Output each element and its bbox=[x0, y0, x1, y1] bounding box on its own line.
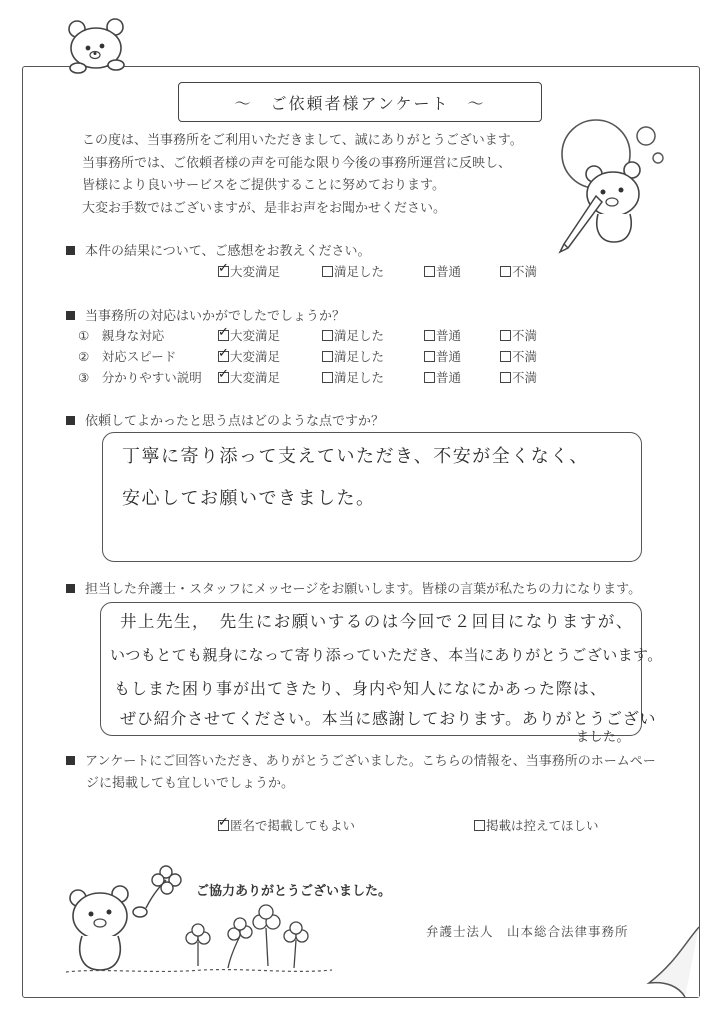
q1-option-satisfied[interactable] bbox=[322, 262, 384, 280]
q2-row-2-very-satisfied[interactable] bbox=[218, 347, 280, 365]
option-label: 掲載は控えてほしい bbox=[486, 818, 599, 833]
q2-row-2-satisfied[interactable] bbox=[322, 347, 384, 365]
answer-4-line-4: ぜひ紹介させてください。本当に感謝しております。ありがとうござい bbox=[120, 709, 657, 728]
option-label: 普通 bbox=[436, 349, 462, 364]
checkbox-checked[interactable] bbox=[218, 261, 229, 277]
check-mark-icon: ✓ bbox=[218, 367, 229, 382]
question-5-text-line-2: ジに掲載しても宜しいでしょうか。 bbox=[86, 776, 295, 791]
option-label: 満足した bbox=[334, 328, 385, 343]
law-firm-name: 弁護士法人 山本総合法律事務所 bbox=[426, 924, 629, 939]
q2-row-1-label bbox=[78, 326, 164, 344]
option-label: 不満 bbox=[512, 264, 538, 279]
intro-line: 大変お手数ではございますが、是非お声をお聞かせください。 bbox=[82, 200, 447, 216]
option-label: 不満 bbox=[512, 370, 538, 385]
intro-line: この度は、当事務所をご利用いただきまして、誠にありがとうございます。 bbox=[82, 133, 523, 148]
option-label: 普通 bbox=[436, 328, 462, 343]
checkbox[interactable] bbox=[500, 351, 511, 362]
survey-title: ～ ご依頼者様アンケート ～ bbox=[178, 82, 542, 122]
q2-row-1-satisfied[interactable] bbox=[322, 326, 384, 344]
question-5-text-line-1: アンケートにご回答いただき、ありがとうございました。こちらの情報を、当事務所のホームペー bbox=[85, 754, 656, 769]
check-mark-icon: ✓ bbox=[218, 325, 229, 340]
thank-you-message: ご協力ありがとうございました。 bbox=[196, 884, 392, 899]
q2-row-1-normal[interactable] bbox=[424, 326, 461, 344]
q2-row-2-dissatisfied[interactable] bbox=[500, 347, 537, 365]
option-label: 不満 bbox=[512, 328, 538, 343]
question-2-text: 当事務所の対応はいかがでしたでしょうか？ bbox=[85, 309, 346, 324]
q1-option-normal[interactable] bbox=[424, 262, 461, 280]
answer-3-line-1: 丁寧に寄り添って支えていただき、不安が全くなく、 bbox=[122, 446, 589, 467]
checkbox[interactable] bbox=[322, 351, 333, 362]
q2-row-2-normal[interactable] bbox=[424, 347, 461, 365]
row-label: 対応スピード bbox=[101, 349, 177, 364]
question-3-text: 依頼してよかったと思う点はどのような点ですか？ bbox=[85, 414, 385, 429]
checkbox[interactable] bbox=[322, 266, 333, 277]
checkbox-checked[interactable] bbox=[218, 367, 229, 383]
q2-row-2-label bbox=[78, 347, 176, 365]
option-label: 不満 bbox=[512, 349, 538, 364]
option-label: 大変満足 bbox=[230, 370, 281, 385]
check-mark-icon: ✓ bbox=[218, 261, 229, 276]
q2-row-1-very-satisfied[interactable] bbox=[218, 326, 280, 344]
bear-pencil-illustration bbox=[528, 118, 688, 258]
bullet-square-icon bbox=[66, 584, 75, 593]
question-3-label bbox=[66, 410, 384, 429]
checkbox-checked[interactable] bbox=[218, 346, 229, 362]
q2-row-3-very-satisfied[interactable] bbox=[218, 368, 280, 386]
option-label: 普通 bbox=[436, 370, 462, 385]
option-label: 大変満足 bbox=[230, 264, 281, 279]
q2-row-3-satisfied[interactable] bbox=[322, 368, 384, 386]
checkbox[interactable] bbox=[500, 266, 511, 277]
intro-line: 当事務所では、ご依頼者様の声を可能な限り今後の事務所運営に反映し、 bbox=[82, 155, 512, 171]
q1-option-dissatisfied[interactable] bbox=[500, 262, 537, 280]
checkbox[interactable] bbox=[424, 351, 435, 362]
option-label: 満足した bbox=[334, 349, 385, 364]
row-number: ① bbox=[78, 328, 90, 343]
answer-4-line-5: ました。 bbox=[576, 730, 631, 745]
question-4-text: 担当した弁護士・スタッフにメッセージをお願いします。皆様の言葉が私たちの力になります。 bbox=[85, 582, 642, 597]
check-mark-icon: ✓ bbox=[218, 815, 229, 830]
check-mark-icon: ✓ bbox=[218, 346, 229, 361]
bear-peeking-icon bbox=[64, 18, 134, 80]
checkbox[interactable] bbox=[500, 330, 511, 341]
row-number: ② bbox=[78, 349, 90, 364]
row-label: 親身な対応 bbox=[101, 328, 165, 343]
question-2-label bbox=[66, 305, 345, 324]
checkbox[interactable] bbox=[424, 266, 435, 277]
question-5-label bbox=[66, 750, 656, 769]
question-1-text: 本件の結果について、ご感想をお教えください。 bbox=[85, 244, 371, 259]
checkbox[interactable] bbox=[424, 372, 435, 383]
question-1-label bbox=[66, 240, 370, 259]
option-label: 普通 bbox=[436, 264, 462, 279]
bullet-square-icon bbox=[66, 416, 75, 425]
checkbox-checked[interactable] bbox=[218, 325, 229, 341]
option-label: 満足した bbox=[334, 264, 385, 279]
checkbox[interactable] bbox=[500, 372, 511, 383]
answer-4-line-3: もしまた困り事が出てきたり、身内や知人になにかあった際は、 bbox=[114, 679, 607, 698]
checkbox[interactable] bbox=[474, 820, 485, 831]
checkbox-checked[interactable] bbox=[218, 815, 229, 831]
q2-row-3-dissatisfied[interactable] bbox=[500, 368, 537, 386]
checkbox[interactable] bbox=[322, 372, 333, 383]
option-label: 満足した bbox=[334, 370, 385, 385]
option-label: 大変満足 bbox=[230, 349, 281, 364]
page-curl-decoration bbox=[645, 923, 699, 997]
answer-4-line-1: 井上先生， 先生にお願いするのは今回で２回目になりますが、 bbox=[120, 612, 634, 631]
answer-4-line-2: いつもとても親身になって寄り添っていただき、本当にありがとうございます。 bbox=[110, 646, 663, 664]
bullet-square-icon bbox=[66, 311, 75, 320]
q5-option-anonymous[interactable] bbox=[218, 816, 355, 834]
checkbox[interactable] bbox=[424, 330, 435, 341]
bullet-square-icon bbox=[66, 756, 75, 765]
option-label: 匿名で掲載してもよい bbox=[230, 818, 356, 833]
q2-row-3-normal[interactable] bbox=[424, 368, 461, 386]
intro-line: 皆様により良いサービスをご提供することに努めております。 bbox=[82, 178, 445, 193]
q5-option-decline[interactable] bbox=[474, 816, 599, 834]
answer-3-line-2: 安心してお願いできました。 bbox=[122, 488, 376, 509]
row-number: ③ bbox=[78, 370, 90, 385]
row-label: 分かりやすい説明 bbox=[101, 370, 202, 385]
q2-row-3-label bbox=[78, 368, 202, 386]
option-label: 大変満足 bbox=[230, 328, 281, 343]
intro-text bbox=[82, 130, 523, 220]
q1-option-very-satisfied[interactable] bbox=[218, 262, 280, 280]
checkbox[interactable] bbox=[322, 330, 333, 341]
question-4-label bbox=[66, 578, 641, 597]
q2-row-1-dissatisfied[interactable] bbox=[500, 326, 537, 344]
bullet-square-icon bbox=[66, 246, 75, 255]
